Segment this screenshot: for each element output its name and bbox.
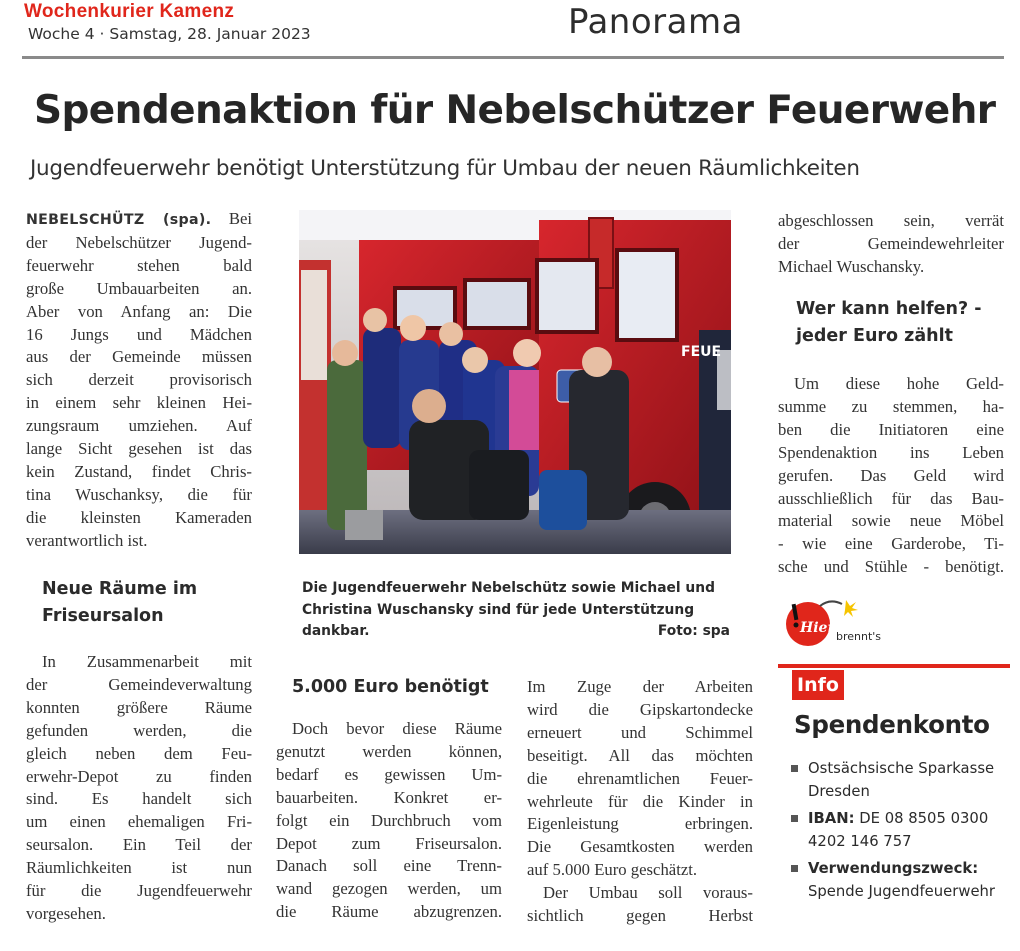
info-tag: Info: [792, 670, 844, 700]
info-list: [790, 757, 1015, 907]
text-line: Aber von Anfang an: Die: [26, 301, 252, 321]
dateline: NEBELSCHÜTZ (spa).: [26, 212, 212, 228]
text-line: seursalon. Ein Teil der: [26, 835, 252, 855]
text-line: Danach soll eine Trenn-: [276, 856, 502, 876]
text-line: Eigenleistung erbringen.: [527, 814, 753, 834]
bullet-icon: [791, 865, 798, 872]
article-column-1b: [26, 651, 252, 926]
text-line: der Gemeindewehrleiter: [778, 233, 1004, 253]
text-line: feuerwehr stehen bald: [26, 255, 252, 275]
truck-lettering: FEUE: [681, 344, 722, 360]
article-column-3: [527, 676, 753, 928]
text-line: verantwortlich ist.: [26, 530, 148, 550]
masthead-brand: Wochenkurier Kamenz: [24, 1, 235, 22]
text-line: genutzt werden können,: [276, 741, 502, 761]
text-line: bedarf es gewissen Um-: [276, 764, 502, 784]
purpose-label: Verwendungszweck:: [808, 860, 979, 877]
text-line: Die Gesamtkosten werden: [527, 837, 753, 857]
caption-text: Die Jugendfeuerwehr Nebelschütz sowie Michael und Christina Wuschansky sind für jede Unterstützung dankbar.: [302, 580, 715, 639]
article-photo: [299, 210, 731, 554]
article-column-4b: [778, 373, 1004, 579]
text-line: die kleinsten Kameraden: [26, 507, 252, 527]
text-line: erneuert und Schimmel: [527, 722, 753, 742]
text-line: NEBELSCHÜTZ (spa). Bei: [26, 209, 252, 228]
logo-word-hier: Hier: [800, 620, 835, 636]
text-line: zungsraum umziehen. Auf: [26, 416, 252, 436]
text-line: auf 5.000 Euro geschätzt.: [527, 860, 698, 880]
text-line: sche und Stühle - benötigt.: [778, 557, 1004, 577]
text-line: Doch bevor diese Räume: [292, 719, 502, 738]
subhead-who-can-help: Wer kann helfen? - jeder Euro zählt: [796, 299, 982, 346]
text-line: summe zu stemmen, ha-: [778, 396, 1004, 416]
subheadline: Jugendfeuerwehr benötigt Unterstützung für Umbau der neuen Räumlichkeiten: [30, 156, 860, 181]
text-line: die ehrenamtlichen Feuer-: [527, 768, 753, 788]
text-line: tina Wuschanksy, die für: [26, 484, 252, 504]
article-column-1: [26, 208, 252, 553]
info-rule: [778, 664, 1010, 668]
text-line: aus der Gemeinde müssen: [26, 347, 252, 367]
info-title: Spendenkonto: [794, 710, 990, 739]
text-line: die Räume abzugrenzen.: [276, 902, 502, 922]
text-line: der Nebelschützer Jugend-: [26, 232, 252, 252]
text-line: große Umbauarbeiten an.: [26, 278, 252, 298]
text-line: Spendenaktion ins Leben: [778, 442, 1004, 462]
photo-fire-brigade: [299, 210, 731, 554]
text-line: erwehr-Depot zu finden: [26, 766, 252, 786]
info-item-iban: [790, 807, 1015, 853]
photo-credit: Foto: spa: [657, 623, 730, 639]
text-line: konnten größere Räume: [26, 697, 252, 717]
headline: Spendenaktion für Nebelschützer Feuerwehr: [34, 88, 996, 133]
text-line: bauarbeiten. Konkret er-: [276, 787, 502, 807]
text-line: vorgesehen.: [26, 903, 106, 923]
bomb-icon: [784, 596, 904, 648]
section-name: Panorama: [568, 2, 743, 42]
text-line: wehrleute für die Kinder in: [527, 791, 753, 811]
text-line: der Gemeindeverwaltung: [26, 674, 252, 694]
text-line: Michael Wuschansky.: [778, 256, 925, 276]
text-line: wird die Gipskartondecke: [527, 699, 753, 719]
photo-caption: [302, 578, 730, 643]
text-line: ausschließlich für das Bau-: [778, 488, 1004, 508]
text-line: - wie eine Garderobe, Ti-: [778, 534, 1004, 554]
text-line: beseitigt. All das möchten: [527, 745, 753, 765]
text-line: ben die Initiatoren eine: [778, 419, 1004, 439]
subhead-5000-euro: 5.000 Euro benötigt: [292, 677, 489, 697]
text-line: in einem sehr kleinen Hei-: [26, 393, 252, 413]
text-line: sind. Es handelt sich: [26, 789, 252, 809]
article-column-2: [276, 718, 502, 924]
text-line: gleich neben dem Feu-: [26, 743, 252, 763]
text-line: In Zusammenarbeit mit: [42, 652, 252, 671]
info-item-purpose: [790, 857, 1015, 903]
bullet-icon: [791, 815, 798, 822]
text-line: kein Zustand, findet Chris-: [26, 461, 252, 481]
text-line: material sowie neue Möbel: [778, 511, 1004, 531]
text-line: abgeschlossen sein, verrät: [778, 211, 1004, 230]
text-line: um einen ehemaligen Fri-: [26, 812, 252, 832]
subhead-new-rooms: Neue Räume im Friseursalon: [42, 579, 198, 626]
text-line: gefunden werden, die: [26, 720, 252, 740]
text-line: Räumlichkeiten ist nun: [26, 858, 252, 878]
bullet-icon: [791, 765, 798, 772]
text-line: Depot zum Friseursalon.: [276, 833, 502, 853]
info-item-bank: Ostsächsische Sparkasse Dresden: [790, 757, 1015, 803]
masthead-rule: [22, 56, 1004, 59]
issue-date: Woche 4 · Samstag, 28. Januar 2023: [28, 25, 311, 43]
logo-word-brennts: brennt's: [836, 630, 882, 643]
text-line: sich derzeit provisorisch: [26, 370, 252, 390]
text-line: Im Zuge der Arbeiten: [527, 677, 753, 696]
hier-brennts-logo: [784, 596, 904, 648]
text-line: folgt ein Durchbruch vom: [276, 810, 502, 830]
text-line: für die Jugendfeuerwehr: [26, 881, 252, 901]
iban-label: IBAN:: [808, 810, 855, 827]
iban-value: DE 08 8505 0300 4202 146 757: [808, 810, 989, 850]
text-line: 16 Jungs und Mädchen: [26, 324, 252, 344]
text-line: gerufen. Das Geld wird: [778, 465, 1004, 485]
text-line: sichtlich gegen Herbst: [527, 906, 753, 926]
purpose-value: Spende Jugendfeuerwehr: [808, 883, 996, 900]
text-line: lange Sicht gesehen ist das: [26, 439, 252, 459]
text-line: Der Umbau soll voraus-: [543, 883, 753, 903]
text-line: Um diese hohe Geld-: [794, 374, 1004, 393]
article-column-4a: [778, 210, 1004, 279]
text-line: wand gezogen werden, um: [276, 879, 502, 899]
